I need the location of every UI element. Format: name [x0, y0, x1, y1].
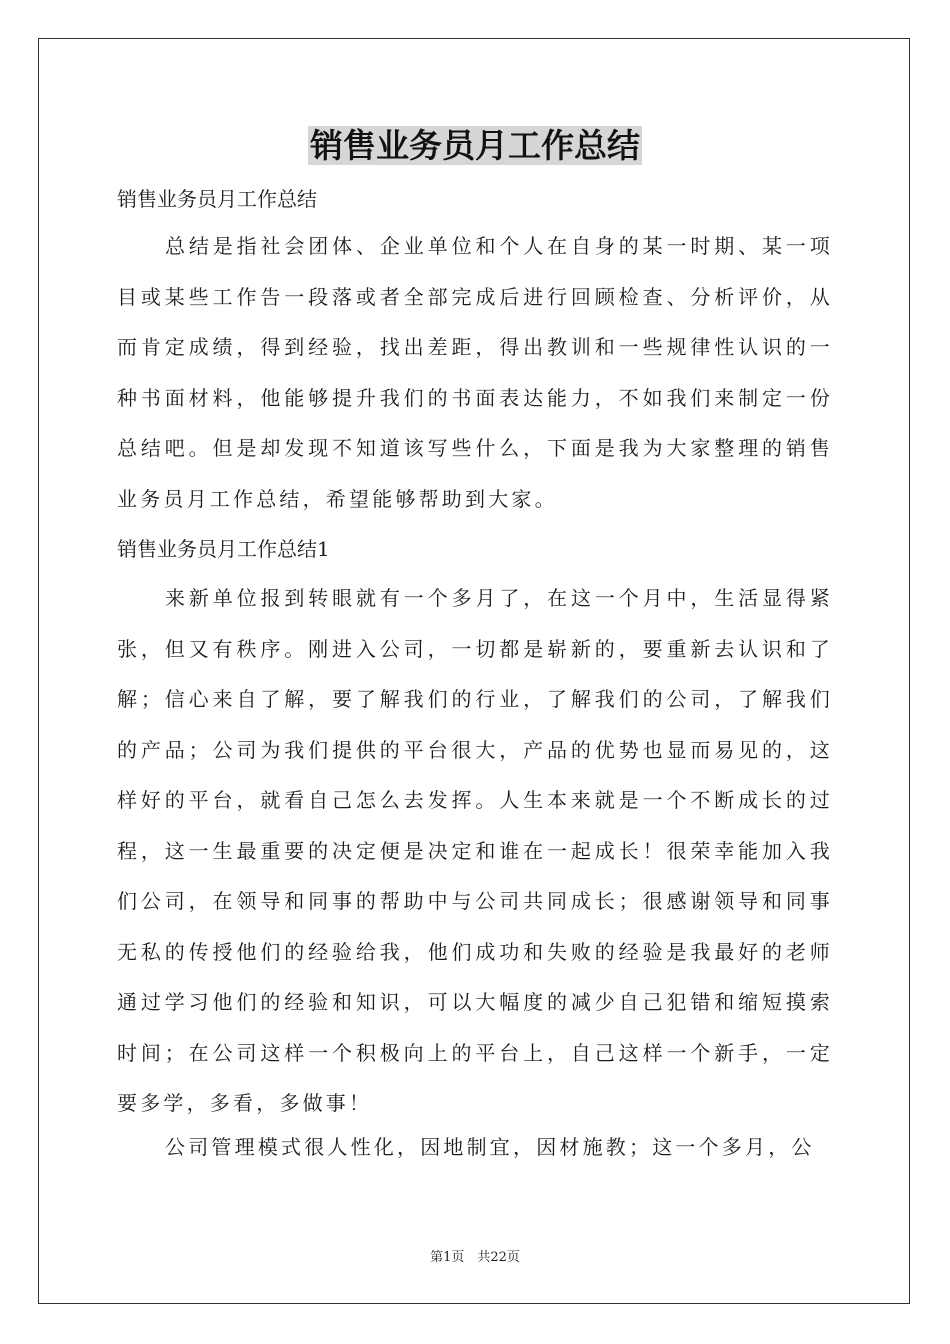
document-subtitle: 销售业务员月工作总结	[117, 187, 317, 211]
document-title	[0, 122, 950, 170]
document-title-text: 销售业务员月工作总结	[310, 126, 640, 165]
section-heading: 销售业务员月工作总结1	[117, 537, 330, 561]
body-paragraph-1: 来新单位报到转眼就有一个多月了，在这一个月中，生活显得紧张，但又有秩序。刚进入公司，一切都是崭新的，要重新去认识和了解；信心来自了解，要了解我们的行业，了解我们的公司，了解我们的产品；公司为我们提供的平台很大，产品的优势也显而易见的，这样好的平台，就看自己怎么去发挥。人生本来就是一个不断成长的过程，这一生最重要的决定便是决定和谁在一起成长！很荣幸能加入我们公司，在领导和同事的帮助中与公司共同成长；很感谢领导和同事无私的传授他们的经验给我，他们成功和失败的经验是我最好的老师通过学习他们的经验和知识，可以大幅度的减少自己犯错和缩短摸索时间；在公司这样一个积极向上的平台上，自己这样一个新手，一定要多学，多看，多做事！	[117, 586, 833, 1115]
page-number: 第1页 共22页	[430, 1250, 520, 1265]
body-paragraph-2: 公司管理模式很人性化，因地制宜，因材施教；这一个多月，公	[165, 1135, 815, 1159]
intro-paragraph: 总结是指社会团体、企业单位和个人在自身的某一时期、某一项目或某些工作告一段落或者全部完成后进行回顾检查、分析评价，从而肯定成绩，得到经验，找出差距，得出教训和一些规律性认识的一种书面材料，他能够提升我们的书面表达能力，不如我们来制定一份总结吧。但是却发现不知道该写些什么，下面是我为大家整理的销售业务员月工作总结，希望能够帮助到大家。	[117, 234, 833, 511]
